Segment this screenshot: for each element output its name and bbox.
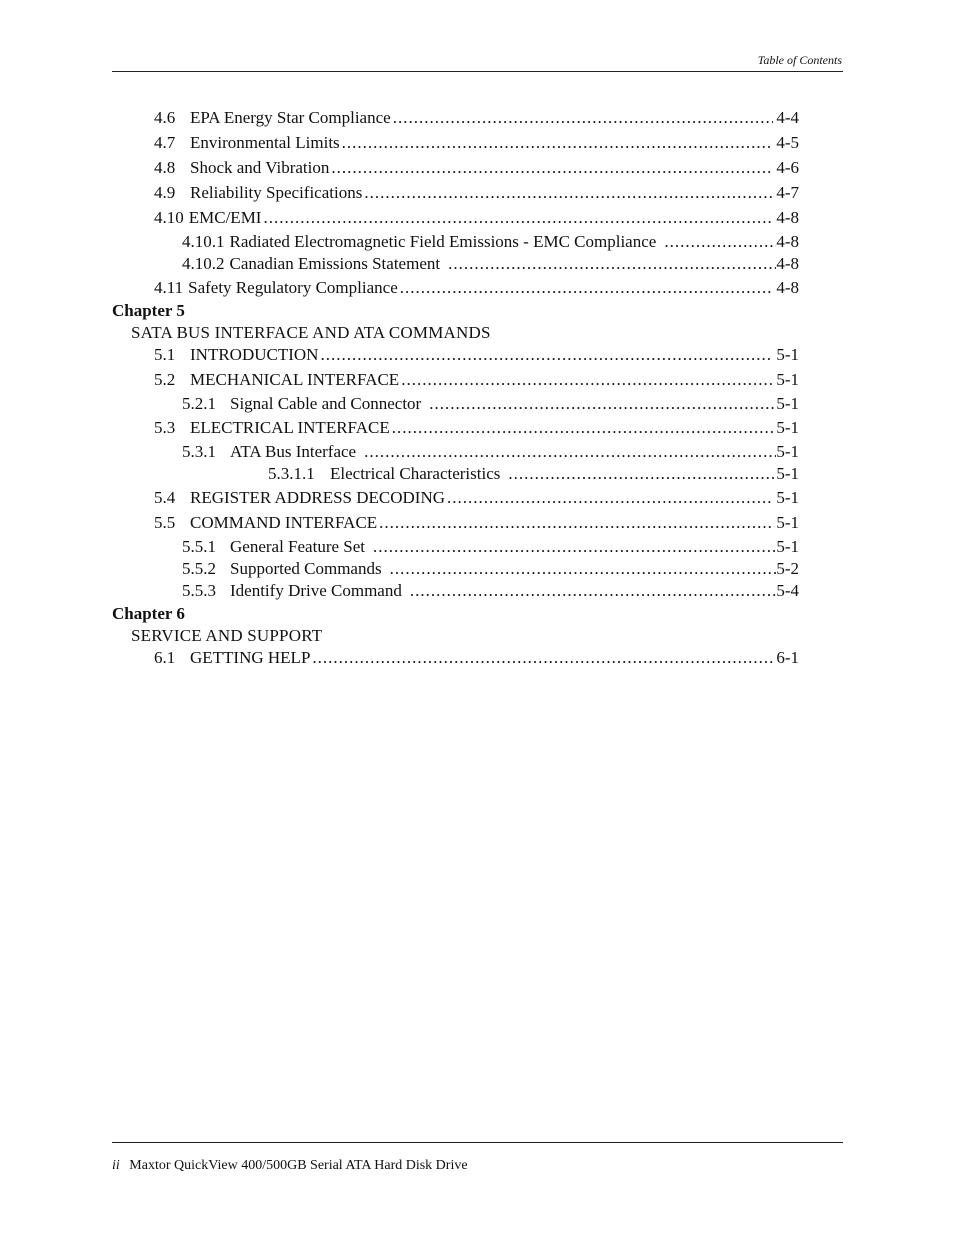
toc-leader-dots (379, 512, 773, 534)
toc-entry-number: 5.5 (154, 513, 176, 532)
toc-entry-title: EMC/EMI (188, 208, 262, 227)
toc-entry-number: 4.6 (154, 108, 176, 127)
toc-entry[interactable] (182, 441, 799, 463)
toc-entry[interactable] (182, 253, 799, 275)
toc-entry-page: 6-1 (776, 648, 799, 667)
toc-entry-number: 5.2 (154, 370, 176, 389)
toc-entry-page: 5-1 (776, 370, 799, 389)
toc-entry-page: 5-1 (776, 488, 799, 507)
toc-entry-number: 4.10.1 (182, 232, 225, 251)
toc-leader-dots (364, 441, 776, 463)
toc-leader-dots (331, 157, 773, 179)
toc-entry[interactable] (154, 132, 799, 154)
toc-entry-page: 4-4 (776, 108, 799, 127)
toc-leader-dots (392, 417, 774, 439)
toc-entry[interactable] (154, 107, 799, 129)
toc-leader-dots (393, 107, 774, 129)
toc-entry-title: Safety Regulatory Compliance (188, 278, 398, 297)
chapter-6-label: Chapter 6 (112, 604, 185, 623)
toc-entry-number: 5.4 (154, 488, 176, 507)
toc-entry[interactable] (268, 463, 799, 485)
page-footer (112, 1158, 468, 1174)
toc-entry-title: MECHANICAL INTERFACE (190, 370, 400, 389)
toc-leader-dots (447, 487, 773, 509)
toc-entry-title: EPA Energy Star Compliance (190, 108, 391, 127)
footer-page-number: ii (112, 1158, 120, 1173)
toc-entry-title: ELECTRICAL INTERFACE (190, 418, 390, 437)
toc-entry-page: 4-8 (776, 208, 799, 227)
toc-entry-number: 5.2.1 (182, 394, 216, 413)
toc-entry-number: 4.8 (154, 158, 176, 177)
toc-entry-title: REGISTER ADDRESS DECODING (190, 488, 446, 507)
toc-entry-title: Reliability Specifications (190, 183, 363, 202)
toc-entry-title: Canadian Emissions Statement (229, 254, 441, 273)
page-header-title: Table of Contents (757, 53, 842, 67)
toc-entry-number: 5.5.1 (182, 537, 216, 556)
toc-entry[interactable] (154, 182, 799, 204)
toc-entry[interactable] (182, 536, 799, 558)
toc-leader-dots (390, 558, 777, 580)
toc-entry-title: ATA Bus Interface (230, 442, 357, 461)
footer-rule (112, 1142, 843, 1143)
toc-entry[interactable] (154, 277, 799, 299)
chapter-6-title: SERVICE AND SUPPORT (131, 626, 323, 645)
toc-entry-page: 4-8 (776, 254, 799, 273)
toc-entry-page: 4-6 (776, 158, 799, 177)
toc-entry-number: 6.1 (154, 648, 176, 667)
toc-leader-dots (342, 132, 774, 154)
toc-leader-dots (400, 277, 774, 299)
toc-entry-page: 5-4 (776, 581, 799, 600)
toc-entry-number: 4.10 (154, 208, 184, 227)
toc-leader-dots (508, 463, 776, 485)
chapter-5-label: Chapter 5 (112, 301, 185, 320)
toc-entry-number: 5.3.1 (182, 442, 216, 461)
toc-entry-page: 5-1 (776, 394, 799, 413)
toc-entry-title: Environmental Limits (190, 133, 340, 152)
toc-entry[interactable] (182, 580, 799, 602)
header-rule (112, 71, 843, 72)
toc-entry-number: 5.1 (154, 345, 176, 364)
toc-entry[interactable] (154, 344, 799, 366)
toc-entry-number: 5.3 (154, 418, 176, 437)
toc-entry[interactable] (182, 558, 799, 580)
toc-entry[interactable] (154, 487, 799, 509)
toc-entry[interactable] (154, 647, 799, 669)
toc-entry-title: COMMAND INTERFACE (190, 513, 378, 532)
toc-entry-page: 5-1 (776, 442, 799, 461)
toc-entry[interactable] (182, 231, 799, 253)
toc-leader-dots (312, 647, 773, 669)
toc-entry-page: 4-8 (776, 232, 799, 251)
toc-entry-page: 4-5 (776, 133, 799, 152)
toc-leader-dots (263, 207, 773, 229)
toc-entry[interactable] (154, 512, 799, 534)
chapter-5-title: SATA BUS INTERFACE AND ATA COMMANDS (131, 323, 491, 342)
toc-entry-page: 5-1 (776, 418, 799, 437)
toc-entry-title: Signal Cable and Connector (230, 394, 422, 413)
toc-leader-dots (373, 536, 776, 558)
toc-entry-title: General Feature Set (230, 537, 365, 556)
toc-entry-number: 5.5.3 (182, 581, 216, 600)
toc-leader-dots (429, 393, 776, 415)
toc-entry-number: 4.11 (154, 278, 184, 297)
toc-entry-number: 5.5.2 (182, 559, 216, 578)
toc-entry-page: 4-7 (776, 183, 799, 202)
toc-leader-dots (401, 369, 773, 391)
toc-entry[interactable] (154, 207, 799, 229)
toc-leader-dots (364, 182, 773, 204)
toc-entry-title: Shock and Vibration (190, 158, 330, 177)
toc-entry-page: 5-1 (776, 513, 799, 532)
toc-entry-page: 4-8 (776, 278, 799, 297)
toc-entry[interactable] (154, 157, 799, 179)
toc-entry[interactable] (154, 369, 799, 391)
toc-entry-page: 5-2 (776, 559, 799, 578)
toc-entry-title: INTRODUCTION (190, 345, 319, 364)
toc-entry-number: 4.7 (154, 133, 176, 152)
toc-entry-number: 4.9 (154, 183, 176, 202)
footer-text: Maxtor QuickView 400/500GB Serial ATA Hard Disk Drive (129, 1158, 468, 1173)
toc-entry[interactable] (154, 417, 799, 439)
toc-leader-dots (410, 580, 776, 602)
toc-leader-dots (664, 231, 776, 253)
toc-entry-number: 5.3.1.1 (268, 464, 315, 483)
toc-entry-title: Identify Drive Command (230, 581, 402, 600)
toc-entry-page: 5-1 (776, 345, 799, 364)
toc-entry-page: 5-1 (776, 537, 799, 556)
toc-entry[interactable] (182, 393, 799, 415)
toc-entry-title: Radiated Electromagnetic Field Emissions - EMC Compliance (229, 232, 657, 251)
toc-leader-dots (448, 253, 776, 275)
toc-leader-dots (320, 344, 773, 366)
toc-entry-title: Electrical Characteristics (330, 464, 501, 483)
toc-entry-title: GETTING HELP (190, 648, 311, 667)
toc-entry-number: 4.10.2 (182, 254, 225, 273)
toc-entry-page: 5-1 (776, 464, 799, 483)
toc-entry-title: Supported Commands (230, 559, 382, 578)
